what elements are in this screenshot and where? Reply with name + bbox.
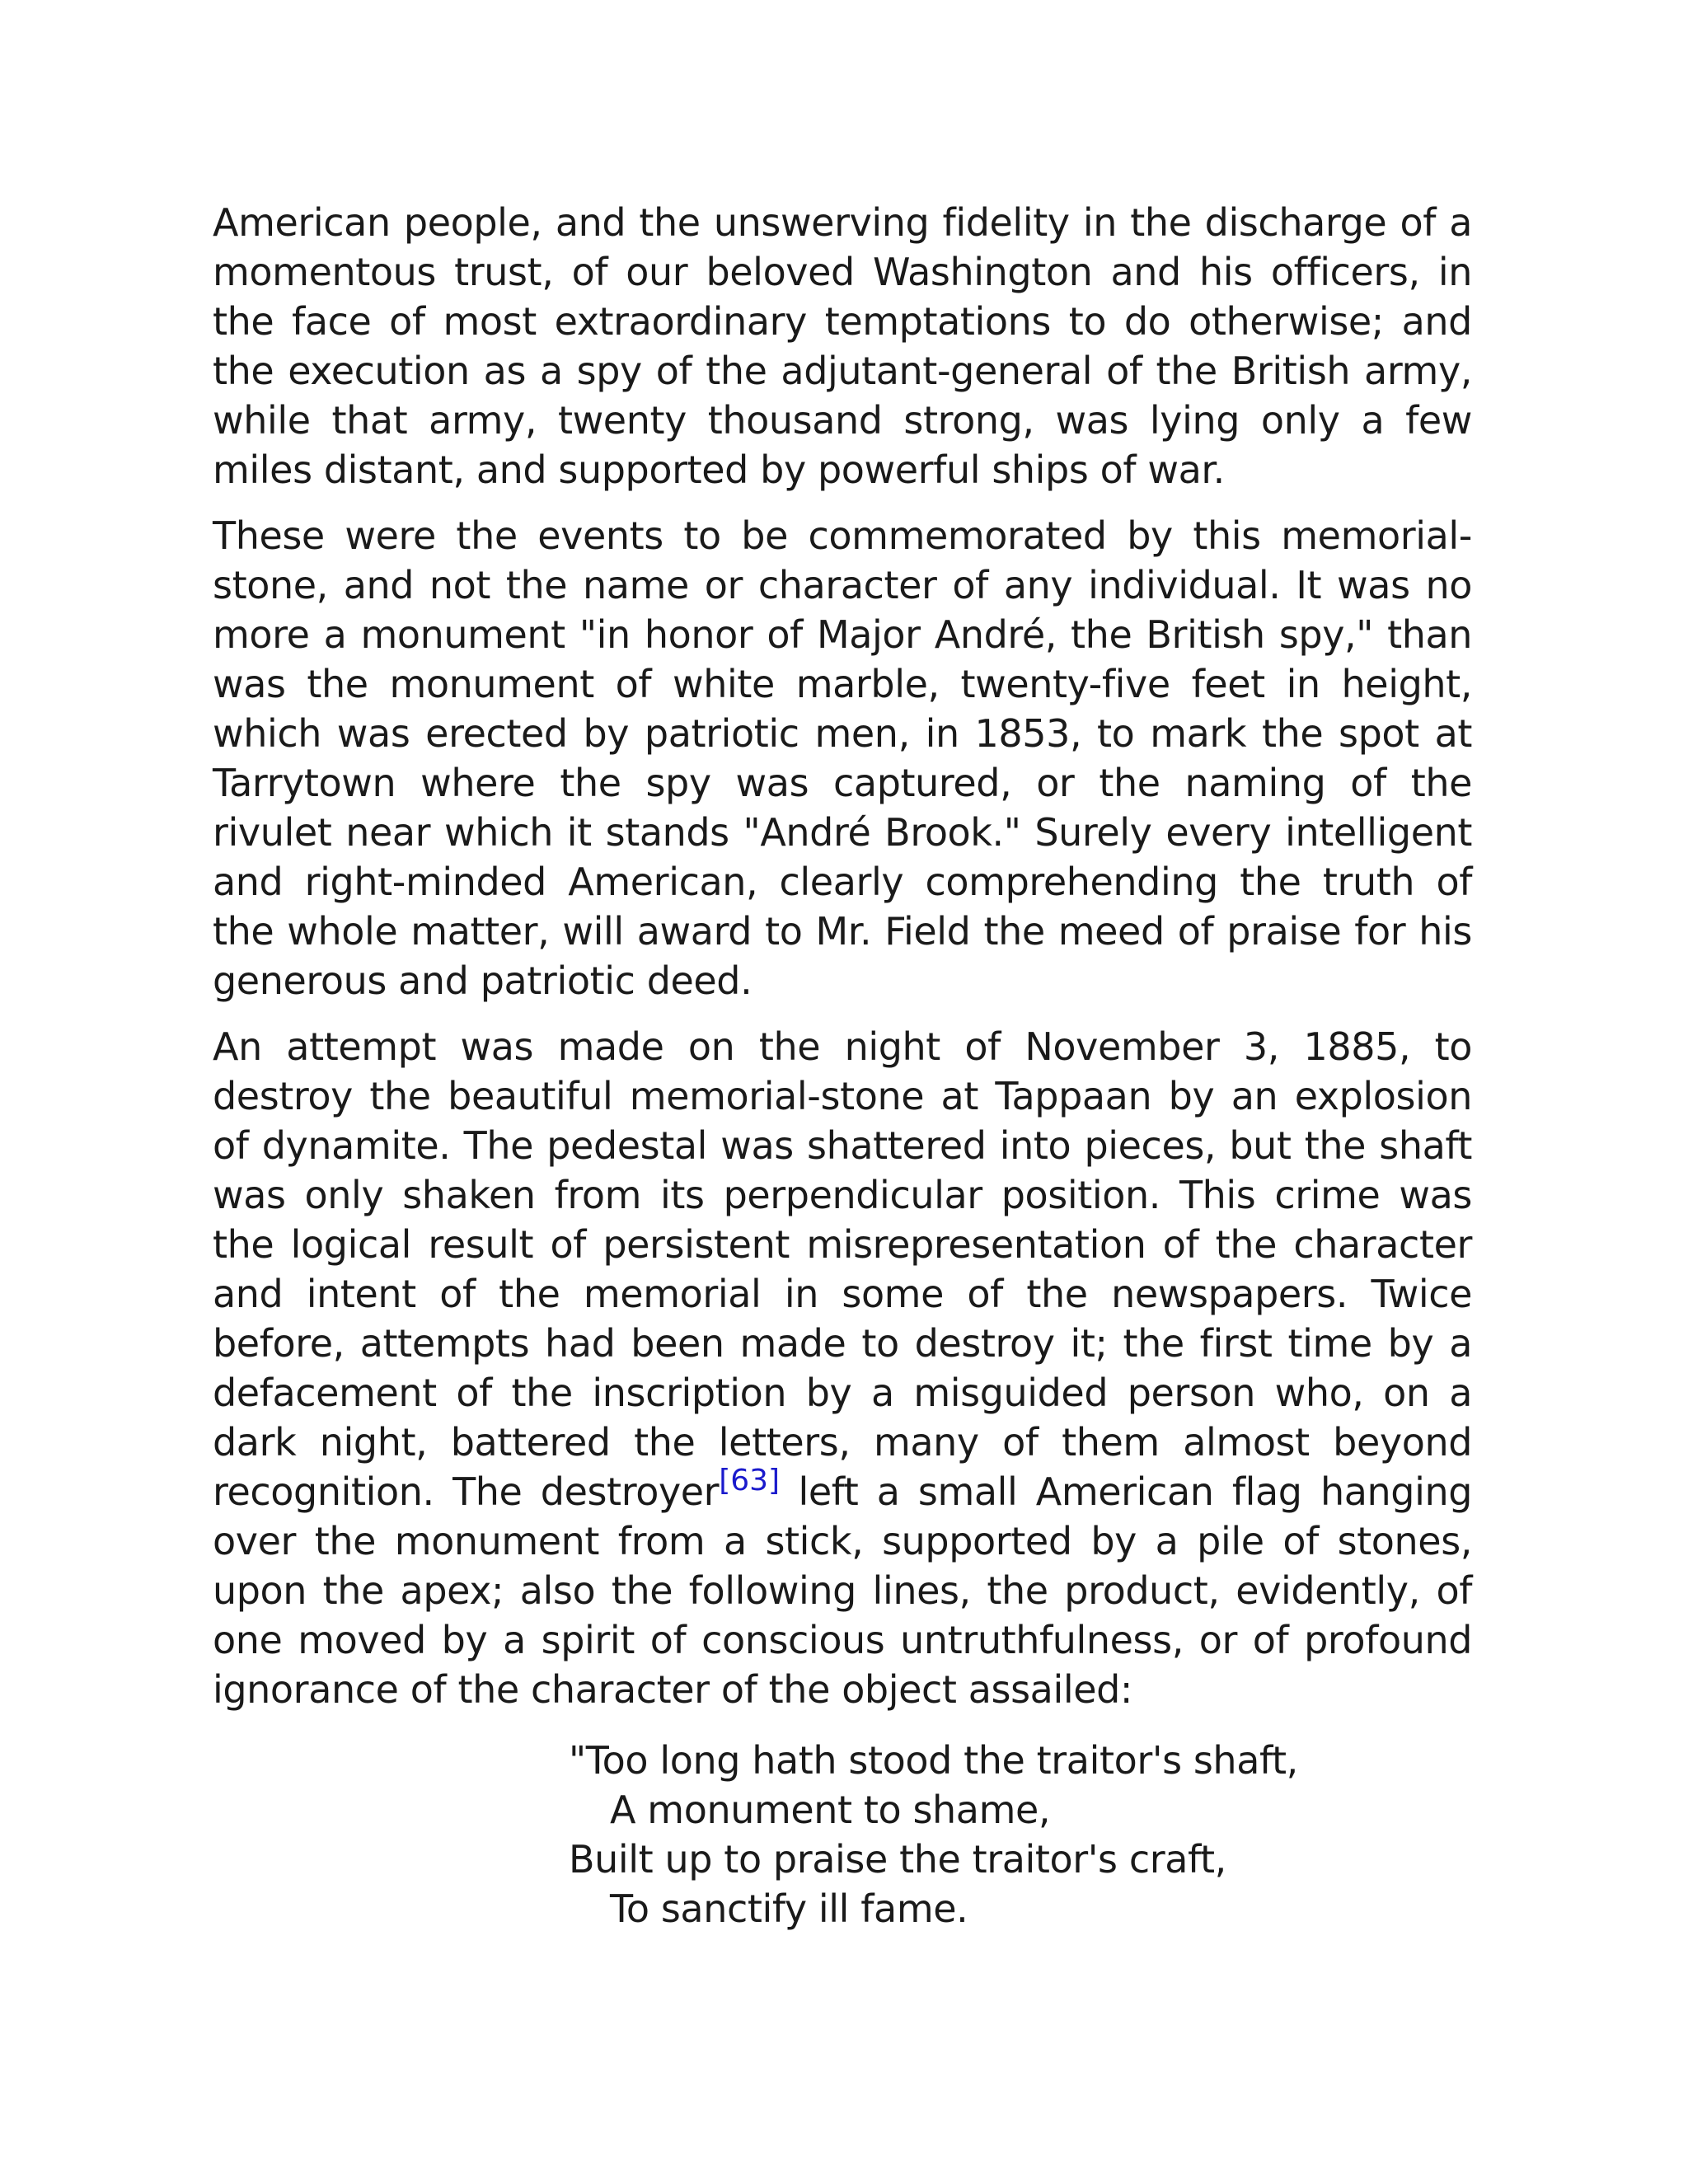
poem-line-3: Built up to praise the traitor's craft, <box>569 1837 1226 1882</box>
poem-line-1: "Too long hath stood the traitor's shaft, <box>569 1738 1298 1783</box>
paragraph-1: American people, and the unswerving fidelity in the discharge of a momentous trust, of our beloved Washington and his officers, in the face of most extraordinary temptations to do otherwise; and the execution as a spy of the adjutant-general of the British army, while that army, twenty thousand strong, was lying only a few miles distant, and supported by powerful ships of war. <box>213 200 1472 492</box>
poem-block <box>569 1736 1472 1933</box>
paragraph-3-text-before-note: An attempt was made on the night of November 3, 1885, to destroy the beautiful memorial-stone at Tappaan by an explosion of dynamite. The pedestal was shattered into pieces, but the shaft was only shaken from its perpendicular position. This crime was the logical result of persistent misrepresentation of the character and intent of the memorial in some of the newspapers. Twice before, attempts had been made to destroy it; the first time by a defacement of the inscription by a misguided person who, on a dark night, battered the letters, many of them almost beyond recognition. The destroyer <box>213 1024 1472 1514</box>
paragraph-2: These were the events to be commemorated by this memorial-stone, and not the name or character of any individual. It was no more a monument "in honor of Major André, the British spy," than was the monument of white marble, twenty-five feet in height, which was erected by patriotic men, in 1853, to mark the spot at Tarrytown where the spy was captured, or the naming of the rivulet near which it stands "André Brook." Surely every intelligent and right-minded American, clearly comprehending the truth of the whole matter, will award to Mr. Field the meed of praise for his generous and patriotic deed. <box>213 513 1472 1003</box>
poem-line-2: A monument to shame, <box>610 1788 1051 1832</box>
poem-line-4: To sanctify ill fame. <box>610 1886 968 1931</box>
document-page <box>213 198 1472 1933</box>
paragraph-3 <box>213 1022 1472 1714</box>
footnote-link-63[interactable]: [63] <box>719 1464 781 1497</box>
paragraph-3-text-after-note: left a small American flag hanging over the monument from a stick, supported by a pile of stones, upon the apex; also the following lines, the product, evidently, of one moved by a spirit of conscious untruthfulness, or of profound ignorance of the character of the object assailed: <box>213 1469 1473 1712</box>
